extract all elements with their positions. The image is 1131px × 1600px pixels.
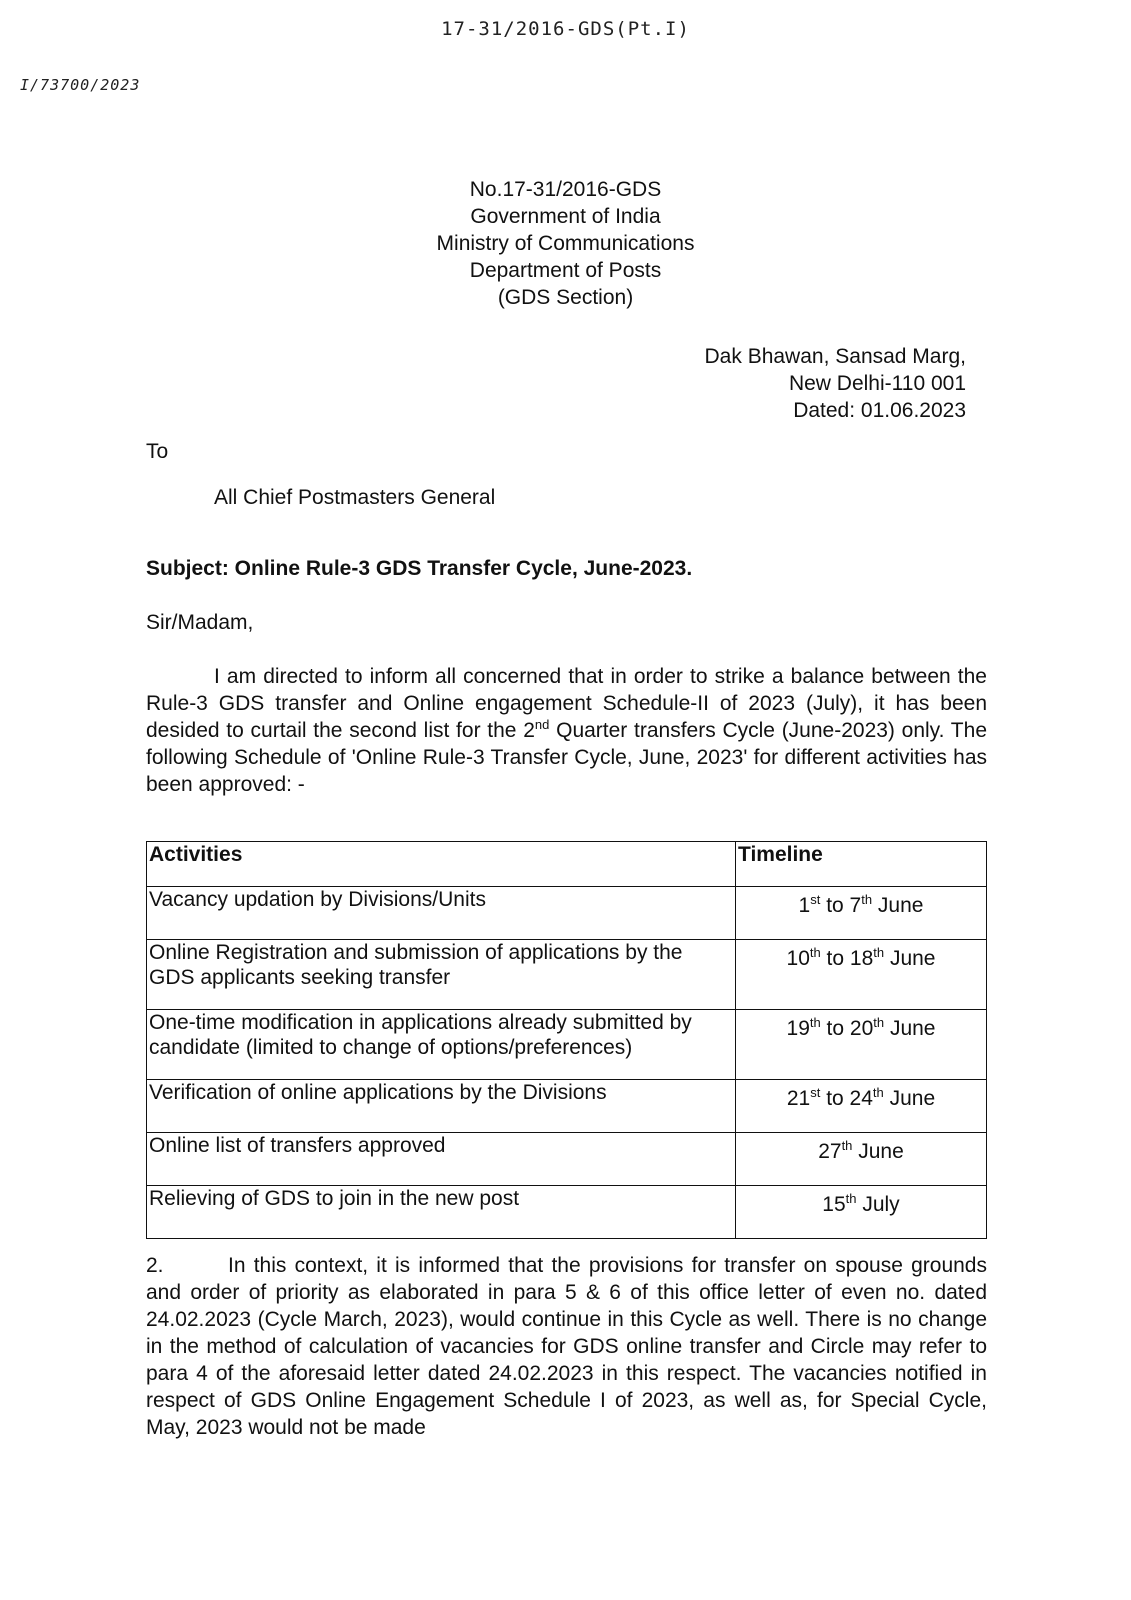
- salutation: Sir/Madam,: [146, 611, 254, 634]
- timeline-header: Timeline: [736, 842, 987, 887]
- timeline-cell: 19th to 20th June: [736, 1010, 987, 1080]
- letter-date: Dated: 01.06.2023: [793, 399, 966, 422]
- activity-cell: Online list of transfers approved: [147, 1133, 736, 1186]
- address-line-2: New Delhi-110 001: [788, 372, 966, 395]
- activity-cell: Online Registration and submission of applications by the GDS applicants seeking transfer: [147, 940, 736, 1010]
- activities-header: Activities: [147, 842, 736, 887]
- section-line: (GDS Section): [497, 286, 634, 309]
- table-row: [147, 1133, 987, 1186]
- timeline-cell: 1st to 7th June: [736, 887, 987, 940]
- schedule-table: [146, 841, 987, 1239]
- paragraph-1: [146, 663, 987, 798]
- table-row: [147, 1186, 987, 1239]
- addressee: All Chief Postmasters General: [214, 486, 496, 509]
- receipt-number-stamp: I/73700/2023: [20, 76, 141, 94]
- table-row: [147, 887, 987, 940]
- activity-cell: Verification of online applications by the Divisions: [147, 1080, 736, 1133]
- table-row: [147, 1080, 987, 1133]
- timeline-cell: 27th June: [736, 1133, 987, 1186]
- letter-number: No.17-31/2016-GDS: [469, 178, 662, 201]
- ministry-line: Ministry of Communications: [436, 232, 695, 255]
- table-row: [147, 1010, 987, 1080]
- para1-superscript: nd: [534, 717, 550, 732]
- address-line-1: Dak Bhawan, Sansad Marg,: [704, 345, 966, 368]
- table-row: [147, 940, 987, 1010]
- activity-cell: One-time modification in applications already submitted by candidate (limited to change of options/preferences): [147, 1010, 736, 1080]
- sender-address: [705, 343, 966, 424]
- timeline-cell: 15th July: [736, 1186, 987, 1239]
- para2-text: In this context, it is informed that the provisions for transfer on spouse grounds and order of priority as elaborated in para 5 & 6 of this office letter of even no. dated 24.02.2023 (Cycle March, 2023), would continue in this Cycle as well. There is no change in the method of calculation of vacancies for GDS online transfer and Circle may refer to para 4 of the aforesaid letter dated 24.02.2023 in this respect. The vacancies notified in respect of GDS Online Engagement Schedule I of 2023, as well as, for Special Cycle, May, 2023 would not be made: [146, 1254, 987, 1439]
- letterhead: [0, 176, 1131, 311]
- para1-text-a: I am directed to inform all concerned that in order to strike a balance between the Rule-3 GDS transfer and Online engagement Schedule-II of 2023 (July), it has been desided to curtail the second list for the 2: [146, 665, 987, 742]
- file-number-stamp: 17-31/2016-GDS(Pt.I): [441, 18, 690, 40]
- table-header-row: [147, 842, 987, 887]
- to-label: To: [146, 440, 169, 463]
- activity-cell: Relieving of GDS to join in the new post: [147, 1186, 736, 1239]
- government-line: Government of India: [470, 205, 661, 228]
- paragraph-number: 2.: [146, 1254, 164, 1277]
- timeline-cell: 10th to 18th June: [736, 940, 987, 1010]
- para1-text-b: Quarter transfers Cycle (June-2023) only. The following Schedule of 'Online Rule-3 Transfer Cycle, June, 2023' for different activities has been approved: -: [146, 719, 987, 796]
- paragraph-2: [146, 1252, 987, 1441]
- department-line: Department of Posts: [469, 259, 662, 282]
- activity-cell: Vacancy updation by Divisions/Units: [147, 887, 736, 940]
- timeline-cell: 21st to 24th June: [736, 1080, 987, 1133]
- subject-line: Subject: Online Rule-3 GDS Transfer Cycle, June-2023.: [146, 557, 693, 580]
